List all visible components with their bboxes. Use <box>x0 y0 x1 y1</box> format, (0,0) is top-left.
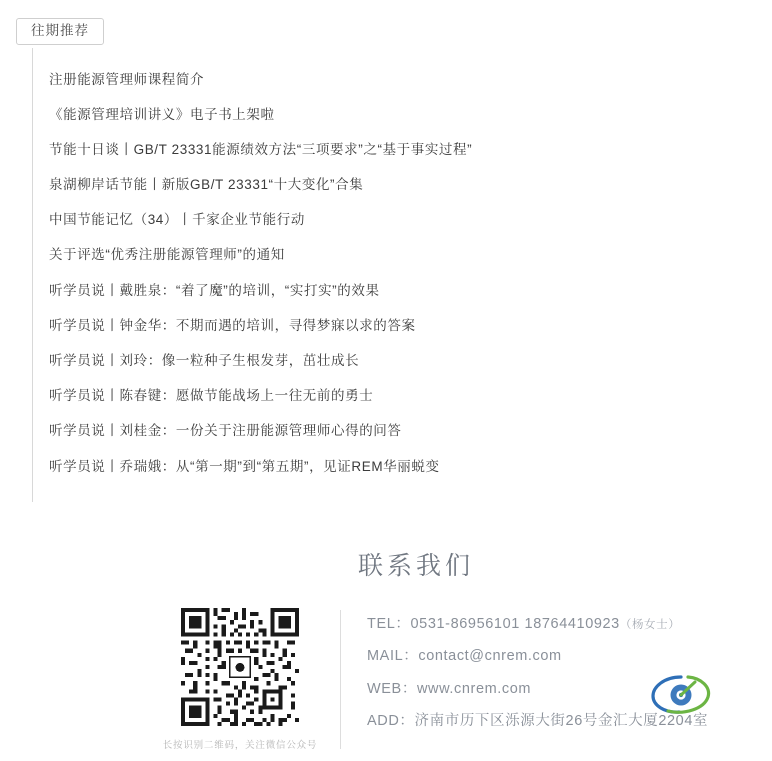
contact-label-mail: MAIL <box>367 648 404 665</box>
list-item[interactable]: 关于评选“优秀注册能源管理师”的通知 <box>49 247 285 263</box>
list-item[interactable]: 听学员说丨戴胜泉：“着了魔”的培训，“实打实”的效果 <box>49 282 380 298</box>
list-item[interactable]: 《能源管理培训讲义》电子书上架啦 <box>49 106 275 122</box>
past-recommendations-list <box>32 48 772 502</box>
list-item[interactable]: 听学员说丨刘桂金：一份关于注册能源管理师心得的问答 <box>49 423 402 439</box>
contact-body <box>0 608 772 751</box>
colon-separator: ： <box>401 680 417 697</box>
contact-section <box>0 546 772 761</box>
section-tag-wrapper <box>16 18 772 48</box>
qr-caption: 长按识别二维码，关注微信公众号 <box>162 740 318 752</box>
list-item[interactable]: 泉湖柳岸话节能丨新版GB/T 23331“十大变化”合集 <box>49 177 364 193</box>
qr-column <box>140 608 340 751</box>
list-item[interactable]: 中国节能记忆（34）丨千家企业节能行动 <box>49 212 305 228</box>
contact-line-mail <box>367 641 748 674</box>
colon-separator: ： <box>395 615 411 632</box>
contact-label-add: ADD <box>367 713 400 730</box>
list-item[interactable]: 注册能源管理师课程简介 <box>49 71 205 87</box>
colon-separator: ： <box>399 713 415 730</box>
contact-value-add: 济南市历下区泺源大街26号金汇大厦2204室 <box>414 713 709 730</box>
contact-note-tel: （杨女士） <box>619 618 681 631</box>
list-item[interactable]: 节能十日谈丨GB/T 23331能源绩效方法“三项要求”之“基于事实过程” <box>49 141 473 157</box>
list-item[interactable]: 听学员说丨陈春键：愿做节能战场上一往无前的勇士 <box>49 388 374 404</box>
contact-line-tel <box>367 608 748 641</box>
list-item[interactable]: 听学员说丨刘玲：像一粒种子生根发芽，茁壮成长 <box>49 353 360 368</box>
contact-label-tel: TEL <box>367 615 396 632</box>
contact-value-mail[interactable]: contact@cnrem.com <box>418 648 562 665</box>
qr-code-image <box>181 608 299 726</box>
organization-logo-icon <box>648 670 714 718</box>
contact-info-column <box>341 608 748 751</box>
list-item[interactable]: 听学员说丨钟金华：不期而遇的培训，寻得梦寐以求的答案 <box>49 317 416 333</box>
contact-label-web: WEB <box>367 680 402 697</box>
colon-separator: ： <box>403 648 419 665</box>
contact-value-tel: 0531-86956101 18764410923 <box>410 615 620 632</box>
contact-value-web[interactable]: www.cnrem.com <box>416 680 532 697</box>
list-item[interactable]: 听学员说丨乔瑞娥：从“第一期”到“第五期”，见证REM华丽蜕变 <box>49 458 440 474</box>
section-tag-past-recommendations: 往期推荐 <box>16 18 104 45</box>
contact-title: 联系我们 <box>357 552 474 581</box>
